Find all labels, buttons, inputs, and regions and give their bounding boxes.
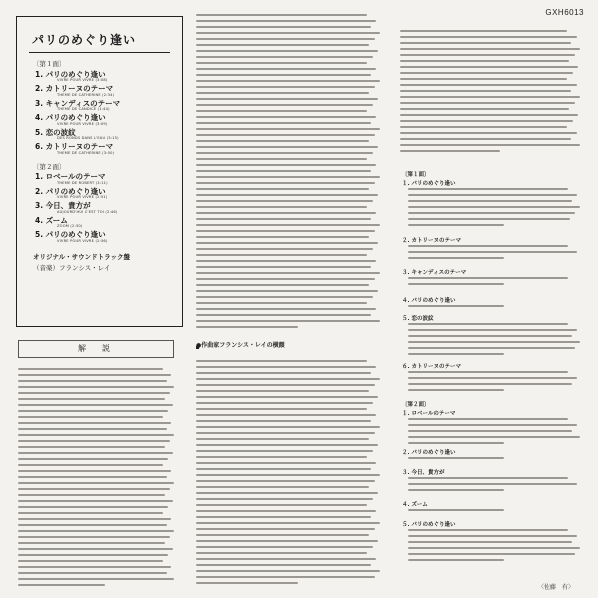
text-line	[196, 110, 367, 112]
title-divider	[29, 52, 170, 53]
text-line	[18, 548, 173, 550]
text-line	[400, 138, 571, 140]
text-line	[196, 366, 376, 368]
text-line	[196, 372, 371, 374]
text-line	[408, 424, 577, 426]
text-line	[408, 323, 568, 325]
track-item: 5. パリのめぐり逢い VIVRE POUR VIVRE (2:56)	[35, 230, 108, 243]
text-line	[408, 335, 572, 337]
text-line	[196, 56, 373, 58]
text-line	[196, 104, 373, 106]
track-item: 2. カトリーヌのテーマ THEME DE CATHERINE (2:34)	[35, 84, 115, 97]
text-line	[400, 78, 567, 80]
text-line	[196, 426, 380, 428]
notes-text	[408, 277, 582, 293]
text-line	[196, 510, 376, 512]
text-line	[408, 251, 577, 253]
text-line	[196, 326, 298, 328]
text-line	[196, 474, 380, 476]
text-line	[196, 188, 369, 190]
text-line	[196, 44, 369, 46]
text-line	[400, 144, 580, 146]
text-line	[196, 122, 371, 124]
notes-side2-heading: 〔第２面〕	[402, 402, 430, 408]
text-line	[408, 245, 568, 247]
text-line	[196, 278, 375, 280]
text-line	[400, 108, 569, 110]
text-line	[400, 60, 569, 62]
notes-item: １. パリのめぐり逢い	[402, 181, 456, 187]
text-line	[18, 398, 165, 400]
text-line	[196, 450, 373, 452]
track-item: 1. ロベールのテーマ THEME DE ROBERT (3:11)	[35, 172, 108, 185]
notes-item: ３. 今日、貴方が	[402, 470, 445, 476]
text-line	[400, 84, 577, 86]
notes-text	[408, 477, 582, 499]
catalog-number: GXH6013	[545, 8, 584, 17]
text-line	[196, 414, 376, 416]
text-line	[408, 477, 568, 479]
text-line	[400, 120, 573, 122]
text-line	[18, 584, 105, 586]
text-line	[408, 371, 568, 373]
track-item: 3. キャンディスのテーマ THEME DE CANDICE (1:44)	[35, 98, 121, 112]
text-line	[196, 152, 373, 154]
text-line	[18, 560, 163, 562]
track-item: 4. パリのめぐり逢い VIVRE POUR VIVRE (3:09)	[35, 113, 108, 126]
music-credit: （音楽）フランシス・レイ	[33, 263, 111, 272]
text-line	[196, 396, 378, 398]
text-line	[196, 20, 376, 22]
text-line	[196, 516, 371, 518]
side2-list	[17, 173, 182, 243]
text-line	[18, 494, 165, 496]
text-line	[196, 176, 380, 178]
text-line	[400, 114, 578, 116]
track-item: 4. ズーム ZOOM (2:30)	[35, 215, 83, 229]
text-line	[196, 38, 375, 40]
text-line	[400, 54, 575, 56]
text-line	[196, 128, 380, 130]
author-signature: 〈佐藤 有〉	[538, 584, 575, 591]
text-line	[196, 158, 367, 160]
text-line	[196, 32, 380, 34]
text-line	[196, 260, 376, 262]
body-text-right-upper-column	[400, 30, 582, 156]
text-line	[408, 257, 504, 259]
text-line	[18, 488, 170, 490]
text-line	[18, 392, 170, 394]
text-line	[408, 529, 568, 531]
text-line	[196, 26, 371, 28]
text-line	[408, 442, 504, 444]
text-line	[18, 500, 173, 502]
text-line	[400, 72, 573, 74]
text-line	[18, 380, 167, 382]
track-item: 3. 今日、貴方が AUJOURD'HUI C'EST TOI (2:46)	[35, 201, 118, 214]
text-line	[18, 368, 163, 370]
text-line	[196, 248, 373, 250]
text-line	[408, 377, 577, 379]
text-line	[196, 480, 375, 482]
text-line	[196, 116, 376, 118]
text-line	[18, 566, 171, 568]
notes-item: ４. パリのめぐり逢い	[402, 298, 456, 304]
text-line	[18, 386, 174, 388]
text-line	[196, 98, 378, 100]
text-line	[196, 528, 375, 530]
text-line	[196, 468, 371, 470]
text-line	[400, 126, 567, 128]
text-line	[196, 540, 378, 542]
notes-text	[408, 457, 582, 467]
track-item: 6. カトリーヌのテーマ THEME DE CATHERINE (3:00)	[35, 142, 115, 155]
notes-item: ２. カトリーヌのテーマ	[402, 238, 462, 244]
text-line	[196, 224, 380, 226]
text-line	[196, 182, 375, 184]
album-title: パリのめぐり逢い	[32, 33, 137, 47]
text-line	[196, 62, 367, 64]
text-line	[408, 305, 504, 307]
text-line	[408, 457, 504, 459]
text-line	[196, 266, 371, 268]
text-line	[196, 134, 375, 136]
text-line	[18, 428, 167, 430]
text-line	[196, 486, 369, 488]
text-line	[196, 558, 376, 560]
text-line	[196, 140, 369, 142]
track-item: 1. パリのめぐり逢い VIVRE POUR VIVRE (3:08)	[35, 69, 108, 82]
text-line	[196, 570, 380, 572]
text-line	[18, 446, 165, 448]
notes-item: ６. カトリーヌのテーマ	[402, 364, 462, 370]
text-line	[408, 547, 580, 549]
text-line	[196, 462, 376, 464]
text-line	[18, 464, 163, 466]
text-line	[400, 102, 575, 104]
text-line	[18, 482, 174, 484]
text-line	[18, 518, 171, 520]
text-line	[196, 164, 376, 166]
text-line	[196, 320, 380, 322]
text-line	[408, 200, 572, 202]
text-line	[196, 504, 367, 506]
notes-item: １. ロベールのテーマ	[402, 411, 456, 417]
text-line	[408, 277, 568, 279]
notes-item: ２. パリのめぐり逢い	[402, 450, 456, 456]
text-line	[18, 578, 174, 580]
side2-label: 〔第２面〕	[33, 162, 66, 171]
track-item: 5. 恋の波紋 DES RONDS DANS L'EAU (3:15)	[35, 127, 119, 141]
notes-text	[408, 371, 582, 395]
text-line	[196, 170, 371, 172]
notes-text	[408, 509, 582, 519]
text-line	[400, 96, 580, 98]
text-line	[408, 194, 577, 196]
text-line	[196, 456, 367, 458]
text-line	[196, 314, 371, 316]
text-line	[18, 506, 168, 508]
text-line	[408, 206, 580, 208]
text-line	[196, 390, 369, 392]
text-line	[408, 489, 504, 491]
side1-label: 〔第１面〕	[33, 60, 66, 68]
body-text-middle-lower-column	[196, 360, 382, 592]
text-line	[18, 530, 174, 532]
body-text-left-column	[18, 368, 176, 592]
text-line	[408, 483, 577, 485]
text-line	[196, 206, 367, 208]
text-line	[18, 542, 165, 544]
text-line	[400, 30, 567, 32]
text-line	[408, 341, 580, 343]
text-line	[196, 582, 298, 584]
text-line	[18, 458, 168, 460]
text-line	[408, 212, 575, 214]
text-line	[196, 284, 369, 286]
text-line	[408, 283, 504, 285]
text-line	[408, 541, 572, 543]
text-line	[196, 290, 378, 292]
text-line	[400, 132, 577, 134]
text-line	[408, 224, 504, 226]
text-line	[196, 254, 367, 256]
notes-text	[408, 323, 582, 359]
text-line	[400, 66, 578, 68]
text-line	[196, 296, 373, 298]
text-line	[18, 512, 163, 514]
text-line	[196, 92, 369, 94]
text-line	[18, 422, 171, 424]
text-line	[18, 434, 174, 436]
notes-text	[408, 418, 582, 450]
text-line	[196, 420, 371, 422]
commentary-heading: 解 説	[18, 340, 174, 358]
text-line	[196, 522, 380, 524]
text-line	[408, 509, 504, 511]
text-line	[408, 389, 504, 391]
text-line	[196, 68, 376, 70]
notes-side1-heading: 〔第１面〕	[402, 172, 430, 178]
text-line	[196, 402, 373, 404]
text-line	[196, 236, 369, 238]
notes-item: ５. 恋の波紋	[402, 316, 434, 322]
text-line	[18, 416, 163, 418]
notes-text	[408, 245, 582, 267]
text-line	[18, 524, 167, 526]
text-line	[196, 86, 375, 88]
text-line	[408, 553, 575, 555]
text-line	[408, 188, 568, 190]
text-line	[408, 353, 504, 355]
text-line	[18, 476, 167, 478]
text-line	[196, 378, 380, 380]
text-line	[196, 408, 367, 410]
notes-text	[408, 305, 582, 313]
text-line	[408, 383, 572, 385]
text-line	[196, 438, 369, 440]
text-line	[196, 498, 373, 500]
text-line	[18, 452, 173, 454]
soundtrack-credit: オリジナル・サウンドトラック盤	[33, 252, 131, 261]
text-line	[18, 536, 170, 538]
text-line	[196, 546, 373, 548]
text-line	[196, 242, 378, 244]
text-line	[408, 218, 570, 220]
text-line	[196, 272, 380, 274]
text-line	[196, 444, 378, 446]
text-line	[18, 440, 170, 442]
text-line	[408, 329, 577, 331]
text-line	[196, 74, 371, 76]
text-line	[196, 492, 378, 494]
text-line	[400, 42, 571, 44]
notes-item: ５. パリのめぐり逢い	[402, 522, 456, 528]
body-text-middle-upper-column	[196, 14, 382, 334]
text-line	[400, 150, 500, 152]
text-line	[408, 430, 572, 432]
text-line	[18, 404, 173, 406]
tracklist-box	[16, 16, 183, 327]
text-line	[196, 302, 367, 304]
notes-text	[408, 188, 582, 234]
text-line	[400, 48, 580, 50]
text-line	[196, 200, 373, 202]
text-line	[196, 14, 367, 16]
text-line	[18, 470, 171, 472]
side1-list	[17, 71, 182, 156]
text-line	[196, 146, 378, 148]
text-line	[18, 572, 167, 574]
text-line	[196, 552, 367, 554]
text-line	[18, 374, 171, 376]
text-line	[196, 230, 375, 232]
text-line	[196, 308, 376, 310]
text-line	[18, 410, 168, 412]
notes-item: ３. キャンディスのテーマ	[402, 270, 467, 276]
text-line	[196, 212, 376, 214]
text-line	[196, 360, 367, 362]
text-line	[196, 384, 375, 386]
text-line	[408, 418, 568, 420]
text-line	[400, 90, 571, 92]
text-line	[18, 554, 168, 556]
text-line	[408, 436, 580, 438]
text-line	[196, 432, 375, 434]
text-line	[400, 36, 577, 38]
text-line	[196, 576, 375, 578]
track-item: 2. パリのめぐり逢い VIVRE POUR VIVRE (2:51)	[35, 186, 108, 200]
text-line	[408, 559, 504, 561]
notes-text	[408, 529, 582, 569]
text-line	[196, 534, 369, 536]
notes-item: ４. ズーム	[402, 502, 428, 508]
text-line	[196, 194, 378, 196]
text-line	[196, 80, 380, 82]
text-line	[408, 347, 575, 349]
text-line	[408, 535, 577, 537]
composer-heading: ●作曲家フランシス・レイの横顔	[196, 342, 285, 349]
text-line	[196, 218, 371, 220]
text-line	[196, 50, 378, 52]
text-line	[196, 564, 371, 566]
